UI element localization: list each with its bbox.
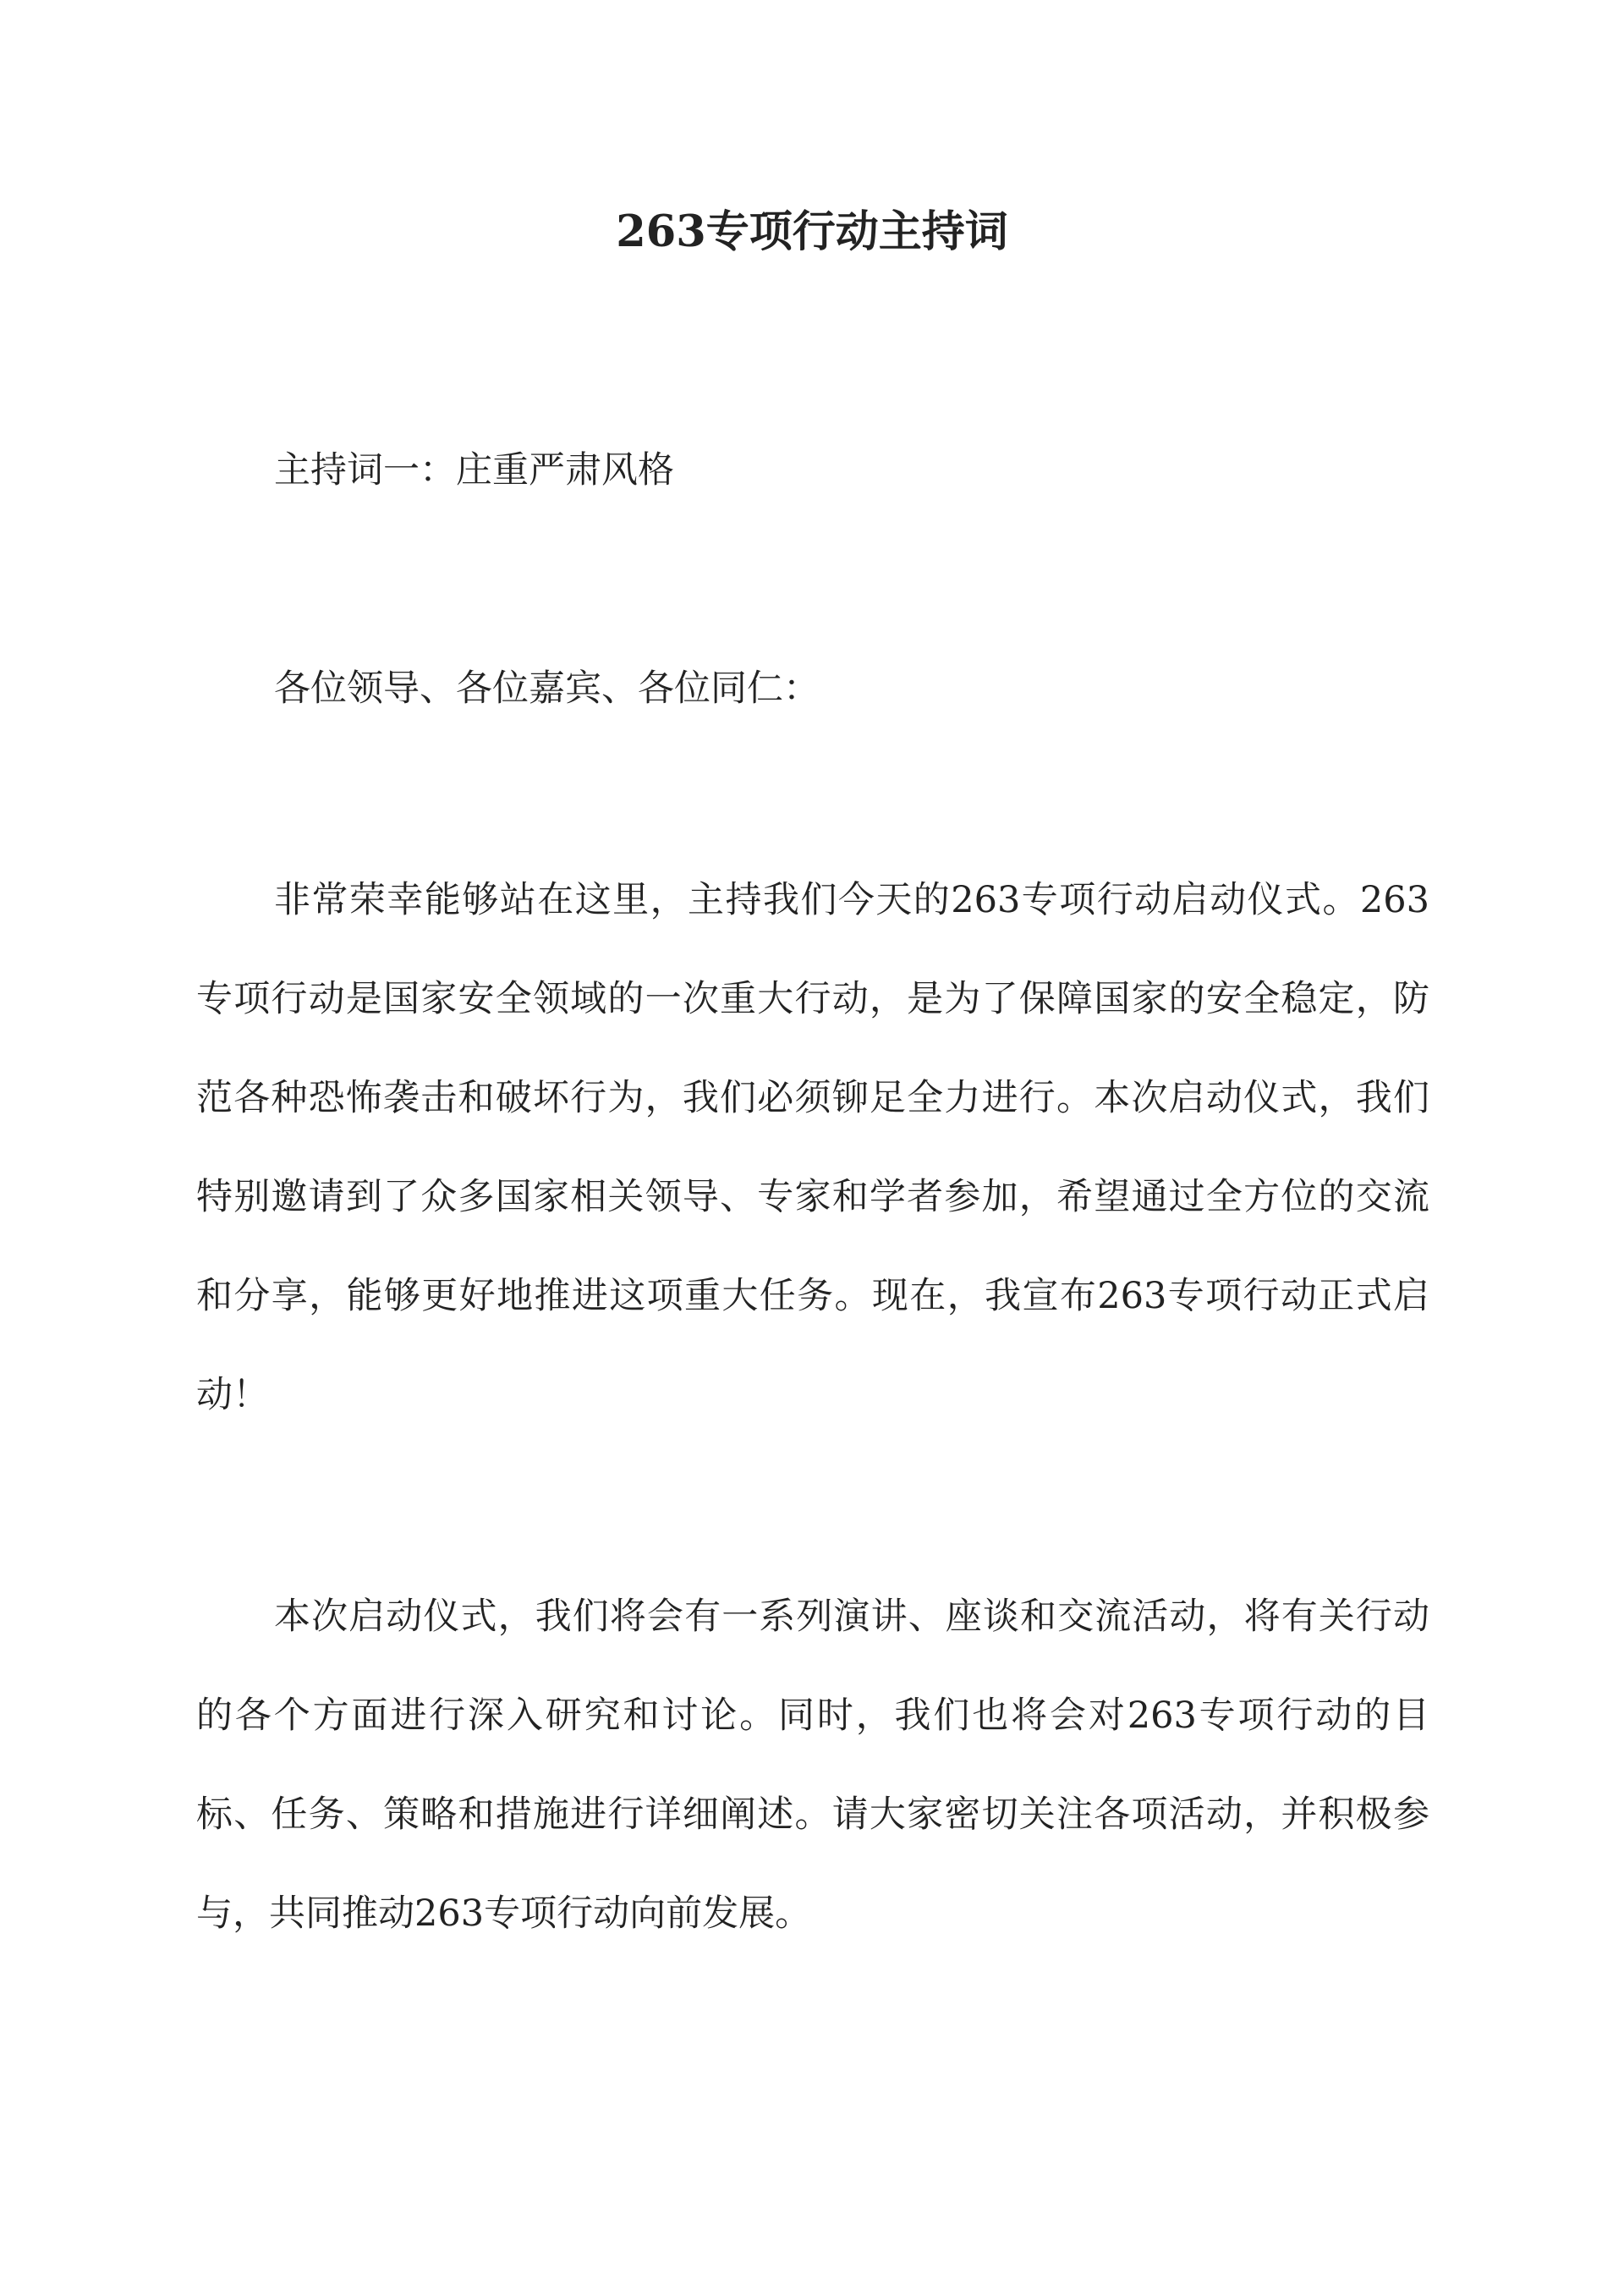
document-title: 263专项行动主持词 xyxy=(616,206,1008,257)
paragraph: 本次启动仪式，我们将会有一系列演讲、座谈和交流活动，将有关行动的各个方面进行深入研究和讨论。同时，我们也将会对263专项行动的目标、任务、策略和措施进行详细阐述。请大家密切关注各项活动，并积极参与，共同推动263专项行动向前发展。 xyxy=(196,1596,1429,1935)
section-heading: 主持词一：庄重严肃风格 xyxy=(274,449,674,492)
greeting-line: 各位领导、各位嘉宾、各位同仁： xyxy=(274,667,820,710)
paragraph: 非常荣幸能够站在这里，主持我们今天的263专项行动启动仪式。263专项行动是国家安全领域的一次重大行动，是为了保障国家的安全稳定，防范各种恐怖袭击和破坏行为，我们必须铆足全力进行。本次启动仪式，我们特别邀请到了众多国家相关领导、专家和学者参加，希望通过全方位的交流和分享，能够更好地推进这项重大任务。现在，我宣布263专项行动正式启动！ xyxy=(196,879,1429,1416)
